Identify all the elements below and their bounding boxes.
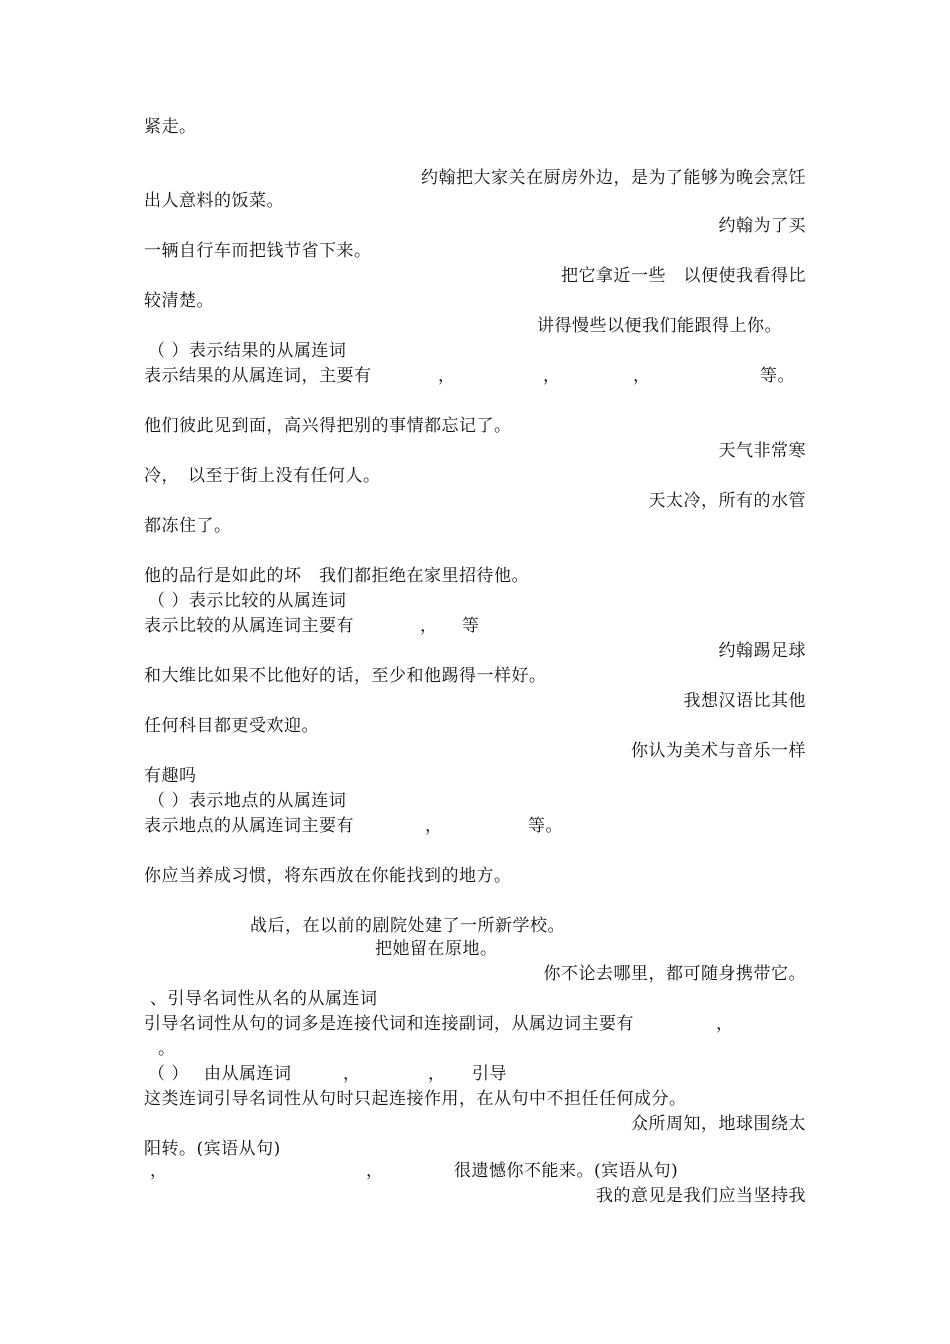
text-fragment: ， bbox=[150, 1161, 168, 1181]
text-fragment: ， bbox=[366, 1161, 384, 1181]
text-fragment: ， bbox=[428, 1064, 446, 1084]
text-fragment: 。 bbox=[158, 1039, 176, 1059]
text-fragment: ， bbox=[343, 1064, 361, 1084]
text-line: 有趣吗 bbox=[144, 766, 197, 786]
text-line: 这类连词引导名词性从句时只起连接作用，在从句中不担任任何成分。 bbox=[144, 1089, 687, 1109]
text-line: 约翰踢足球 bbox=[718, 641, 806, 661]
text-fragment: ， bbox=[420, 616, 438, 636]
text-fragment: 等 bbox=[462, 616, 480, 636]
text-line: 表示结果的从属连词，主要有 bbox=[144, 366, 372, 386]
text-line: 约翰把大家关在厨房外边，是为了能够为晚会烹饪 bbox=[421, 168, 806, 188]
text-fragment: ， bbox=[633, 366, 651, 386]
text-line: 引导名词性从句的词多是连接代词和连接副词，从属边词主要有 bbox=[144, 1014, 634, 1034]
text-line: 把它拿近一些 以便使我看得比 bbox=[561, 266, 806, 286]
section-heading: （ ）表示比较的从属连词 bbox=[148, 591, 347, 611]
text-fragment: ， bbox=[438, 366, 456, 386]
section-heading: （ ） bbox=[148, 1064, 189, 1084]
text-line: 约翰为了买 bbox=[718, 216, 806, 236]
section-heading: 、引导名词性从名的从属连词 bbox=[150, 989, 378, 1009]
text-line: 冷， 以至于街上没有任何人。 bbox=[144, 466, 381, 486]
text-fragment: ， bbox=[425, 816, 443, 836]
text-line: 表示地点的从属连词主要有 bbox=[144, 816, 354, 836]
text-line: 众所周知，地球围绕太 bbox=[631, 1114, 806, 1134]
text-line: 紧走。 bbox=[144, 117, 197, 137]
text-fragment: 等。 bbox=[528, 816, 563, 836]
text-line: 天太冷，所有的水管 bbox=[648, 491, 806, 511]
text-line: 表示比较的从属连词主要有 bbox=[144, 616, 354, 636]
text-line: 他们彼此见到面，高兴得把别的事情都忘记了。 bbox=[144, 416, 512, 436]
text-line: 他的品行是如此的坏 我们都拒绝在家里招待他。 bbox=[144, 566, 529, 586]
section-heading: （ ）表示结果的从属连词 bbox=[148, 341, 347, 361]
text-fragment: ， bbox=[543, 366, 561, 386]
text-line: 都冻住了。 bbox=[144, 516, 232, 536]
text-line: 讲得慢些以便我们能跟得上你。 bbox=[537, 316, 782, 336]
text-line: 把她留在原地。 bbox=[375, 939, 498, 959]
text-line: 你应当养成习惯，将东西放在你能找到的地方。 bbox=[144, 866, 512, 886]
text-line: 你认为美术与音乐一样 bbox=[631, 741, 806, 761]
text-line: 出人意料的饭菜。 bbox=[144, 191, 284, 211]
text-line: 天气非常寒 bbox=[718, 441, 806, 461]
text-line: 你不论去哪里，都可随身携带它。 bbox=[543, 964, 806, 984]
text-line: 我的意见是我们应当坚持我 bbox=[596, 1186, 806, 1206]
text-line: 和大维比如果不比他好的话，至少和他踢得一样好。 bbox=[144, 666, 547, 686]
text-line: 较清楚。 bbox=[144, 291, 214, 311]
text-line: 阳转。(宾语从句) bbox=[144, 1139, 281, 1159]
text-line: 战后，在以前的剧院处建了一所新学校。 bbox=[250, 916, 565, 936]
text-line: 我想汉语比其他 bbox=[683, 691, 806, 711]
text-line: 任何科目都更受欢迎。 bbox=[144, 716, 319, 736]
text-fragment: 引导 bbox=[472, 1064, 507, 1084]
text-fragment: 等。 bbox=[760, 366, 795, 386]
section-heading: （ ）表示地点的从属连词 bbox=[148, 791, 347, 811]
text-line: 一辆自行车而把钱节省下来。 bbox=[144, 241, 372, 261]
text-fragment: 由从属连词 bbox=[204, 1064, 292, 1084]
text-fragment: ， bbox=[716, 1014, 734, 1034]
text-line: 很遗憾你不能来。(宾语从句) bbox=[454, 1161, 679, 1181]
